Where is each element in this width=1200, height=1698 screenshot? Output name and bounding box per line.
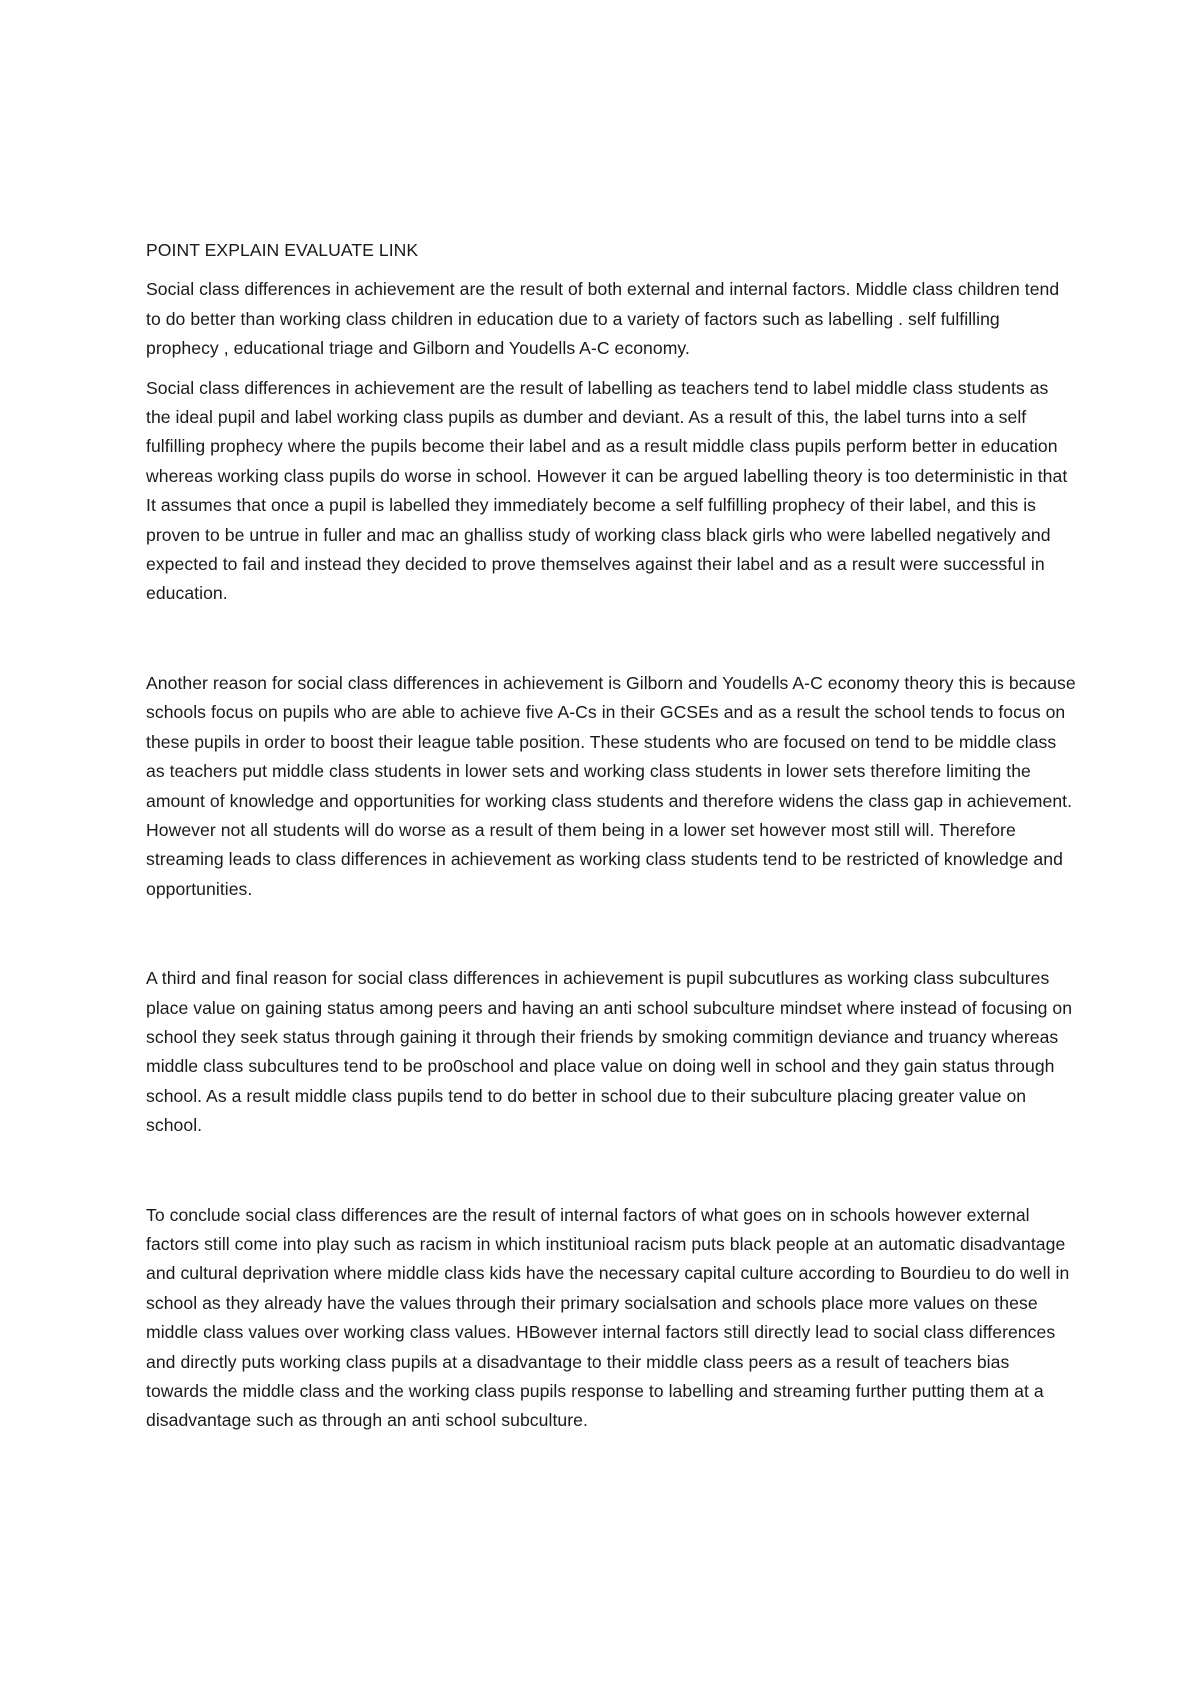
paragraph-labelling: Social class differences in achievement are the result of labelling as teachers tend to label middle class students as the ideal pupil and label working class pupils as dumber and deviant. As a result of this, the label turns into a self fulfilling prophecy where the pupils become their label and as a result middle class pupils perform better in education whereas working class pupils do worse in school. However it can be argued labelling theory is too deterministic in that It assumes that once a pupil is labelled they immediately become a self fulfilling prophecy of their label, and this is proven to be untrue in fuller and mac an ghalliss study of working class black girls who were labelled negatively and expected to fail and instead they decided to prove themselves against their label and as a result were successful in education. bbox=[146, 377, 1068, 604]
paragraph-spacer bbox=[146, 364, 1076, 374]
document-heading: POINT EXPLAIN EVALUATE LINK bbox=[146, 240, 419, 260]
paragraph-spacer bbox=[146, 609, 1076, 669]
paragraph-subcultures: A third and final reason for social class differences in achievement is pupil subcutlures as working class subcultures place value on gaining status among peers and having an anti school subculture mindset where instead of focusing on school they seek status through gaining it through their friends by smoking commitign deviance and truancy whereas middle class subcultures tend to be pro0school and place value on doing well in school and they gain status through school. As a result middle class pupils tend to do better in school due to their subculture placing greater value on school. bbox=[146, 968, 1073, 1136]
paragraph-conclusion: To conclude social class differences are the result of internal factors of what goes on in schools however external factors still come into play such as racism in which institunioal racism puts black people at an automatic disadvantage and cultural deprivation where middle class kids have the necessary capital culture according to Bourdieu to do well in school as they already have the values through their primary socialsation and schools place more values on these middle class values over working class values. HBowever internal factors still directly lead to social class differences and directly puts working class pupils at a disadvantage to their middle class peers as a result of teachers bias towards the middle class and the working class pupils response to labelling and streaming further putting them at a disadvantage such as through an anti school subculture. bbox=[146, 1204, 1070, 1431]
paragraph-spacer bbox=[146, 1141, 1076, 1201]
paragraph-introduction: Social class differences in achievement are the result of both external and internal factors. Middle class children tend to do better than working class children in education due to a variety of factors such as labelling . self fulfilling prophecy , educational triage and Gilborn and Youdells A-C economy. bbox=[146, 279, 1060, 359]
paragraph-spacer bbox=[146, 904, 1076, 964]
document-body bbox=[146, 236, 1076, 1436]
paragraph-ac-economy: Another reason for social class differences in achievement is Gilborn and Youdells A-C economy theory this is because schools focus on pupils who are able to achieve five A-Cs in their GCSEs and as a result the school tends to focus on these pupils in order to boost their league table position. These students who are focused on tend to be middle class as teachers put middle class students in lower sets and working class students in lower sets therefore limiting the amount of knowledge and opportunities for working class students and therefore widens the class gap in achievement. However not all students will do worse as a result of them being in a lower set however most still will. Therefore streaming leads to class differences in achievement as working class students tend to be restricted of knowledge and opportunities. bbox=[146, 672, 1076, 899]
